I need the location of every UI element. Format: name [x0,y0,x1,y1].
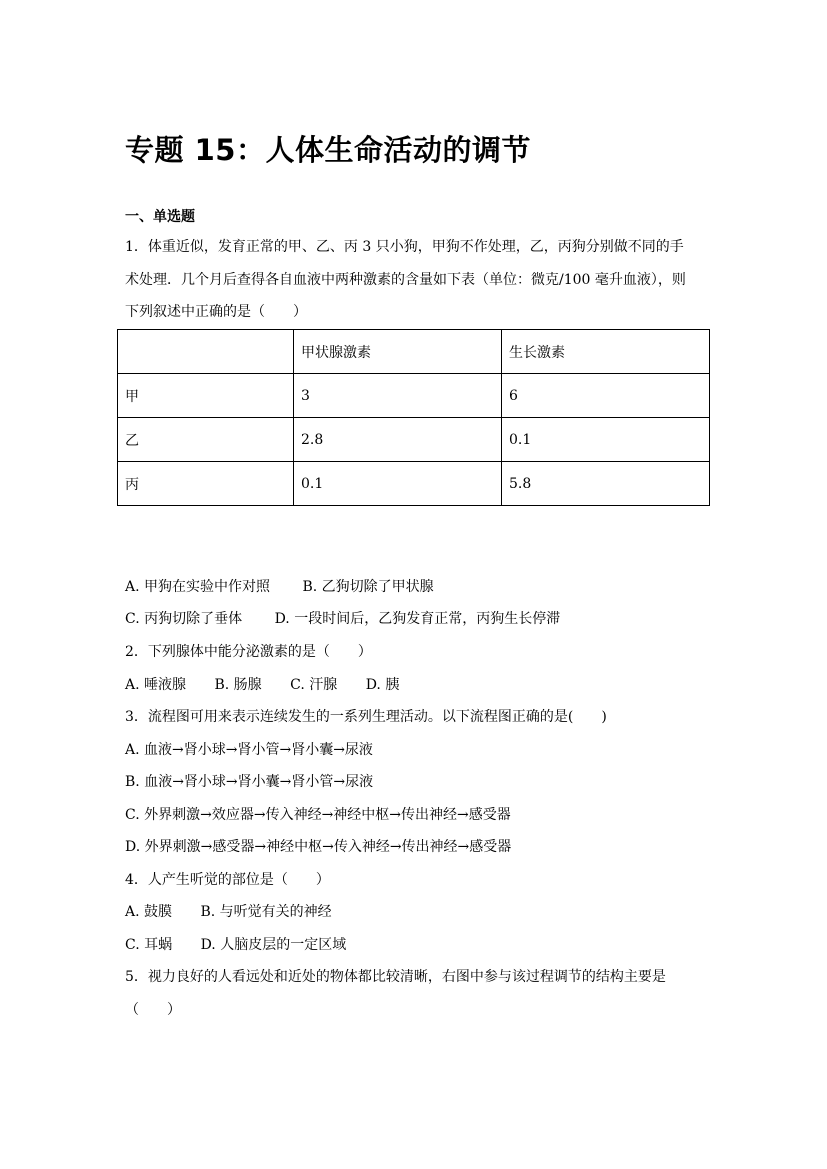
question-4-stem: 4．人产生听觉的部位是（ ） [125,872,330,888]
table-cell: 6 [502,374,710,418]
table-header-cell: 生长激素 [502,330,710,374]
question-1-options-ab [125,577,434,597]
question-5-line-1: 5．视力良好的人看远处和近处的物体都比较清晰，右图中参与该过程调节的结构主要是 [125,969,666,985]
question-4-options-cd [125,935,346,955]
option-c: C. 耳蜗 [125,937,173,953]
option-c: C. 外界刺激→效应器→传入神经→神经中枢→传出神经→感受器 [125,807,511,823]
hormone-table [117,329,710,506]
option-a: A. 甲狗在实验中作对照 [125,579,271,595]
option-b: B. 与听觉有关的神经 [200,904,332,920]
table-cell: 0.1 [502,418,710,462]
option-c: C. 丙狗切除了垂体 [125,611,243,627]
option-d: D. 外界刺激→感受器→神经中枢→传入神经→传出神经→感受器 [125,839,512,855]
section-heading: 一、单选题 [125,209,195,225]
question-1-line-3: 下列叙述中正确的是（ ） [125,304,307,320]
option-b: B. 乙狗切除了甲状腺 [302,579,434,595]
question-1-line-2: 术处理．几个月后查得各自血液中两种激素的含量如下表（单位：微克/100 毫升血液），则 [125,272,686,288]
question-2-options [125,675,399,695]
table-cell [118,330,294,374]
option-b: B. 肠腺 [214,677,262,693]
page-title: 专题 15：人体生命活动的调节 [125,133,531,167]
table-row [118,462,710,506]
question-4-options-ab [125,902,332,922]
table-cell: 0.1 [294,462,502,506]
option-d: D. 胰 [365,677,400,693]
option-d: D. 人脑皮层的一定区域 [200,937,347,953]
option-a: A. 唾液腺 [125,677,187,693]
table-cell: 乙 [118,418,294,462]
table-cell: 2.8 [294,418,502,462]
option-d: D. 一段时间后，乙狗发育正常，丙狗生长停滞 [274,611,561,627]
option-a: A. 鼓膜 [125,904,173,920]
table-row [118,374,710,418]
table-cell: 5.8 [502,462,710,506]
question-2-stem: 2．下列腺体中能分泌激素的是（ ） [125,644,372,660]
question-1-line-1: 1．体重近似，发育正常的甲、乙、丙 3 只小狗，甲狗不作处理，乙，丙狗分别做不同的手 [125,239,684,255]
table-cell: 丙 [118,462,294,506]
table-header-row [118,330,710,374]
question-3-stem: 3．流程图可用来表示连续发生的一系列生理活动。以下流程图正确的是( ) [125,709,607,725]
question-5-line-2: （ ） [125,1002,181,1018]
option-a: A. 血液→肾小球→肾小管→肾小囊→尿液 [125,742,373,758]
table-header-cell: 甲状腺激素 [294,330,502,374]
option-b: B. 血液→肾小球→肾小囊→肾小管→尿液 [125,774,374,790]
option-c: C. 汗腺 [290,677,338,693]
table-row [118,418,710,462]
table-cell: 3 [294,374,502,418]
question-1-options-cd [125,609,560,629]
table-cell: 甲 [118,374,294,418]
